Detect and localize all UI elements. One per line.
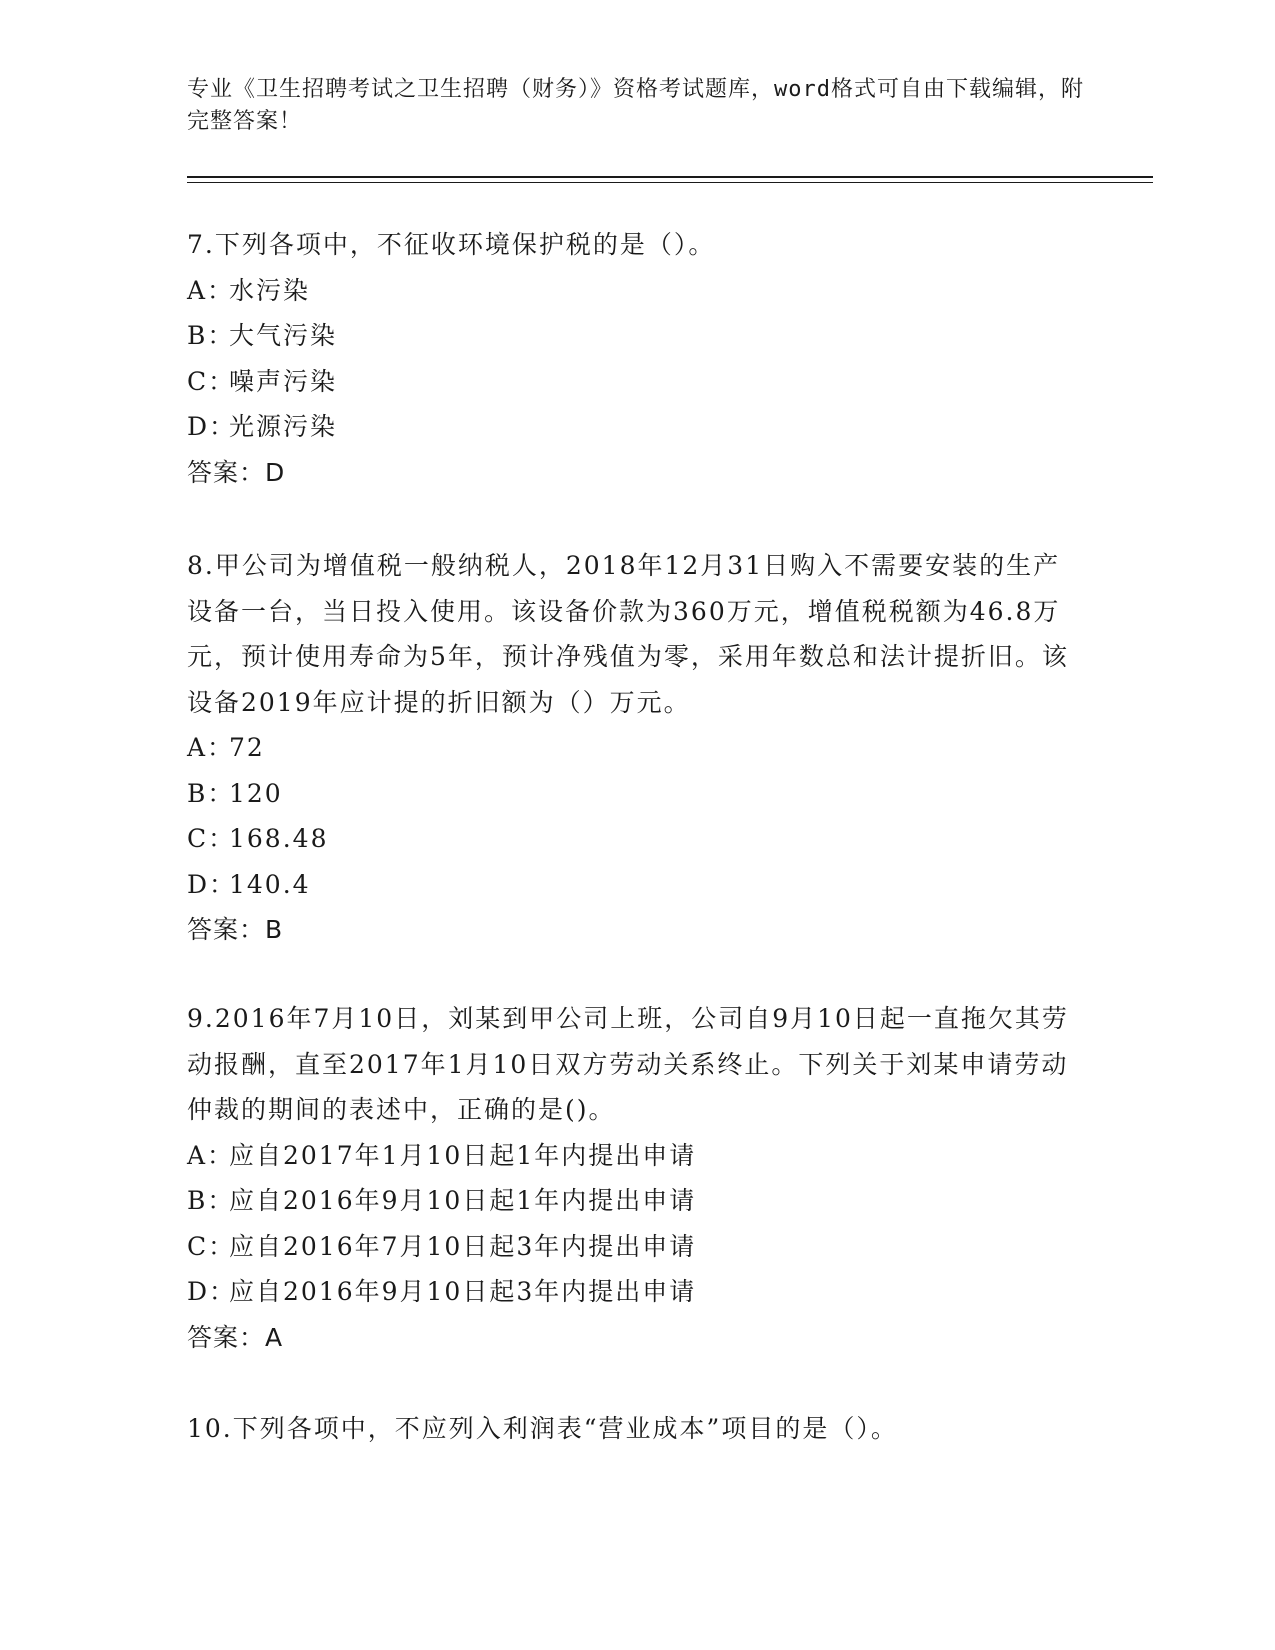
- option-a: A：72: [187, 733, 265, 762]
- answer: 答案：A: [187, 1322, 284, 1352]
- option-a: A：应自2017年1月10日起1年内提出申请: [187, 1140, 697, 1170]
- header-divider-thick: [187, 176, 1153, 178]
- answer: 答案：B: [187, 915, 284, 944]
- question-8: [187, 543, 1087, 953]
- option-b: B：应自2016年9月10日起1年内提出申请: [187, 1186, 697, 1215]
- option-d: D：光源污染: [187, 412, 338, 441]
- question-text: 10.下列各项中，不应列入利润表“营业成本”项目的是（）。: [187, 1414, 898, 1443]
- document-header: 专业《卫生招聘考试之卫生招聘（财务）》资格考试题库，word格式可自由下载编辑，附完整答案！: [187, 77, 1084, 134]
- answer: 答案：D: [187, 457, 286, 487]
- option-b: B：120: [187, 778, 283, 808]
- option-a: A：水污染: [187, 275, 311, 305]
- option-d: D：应自2016年9月10日起3年内提出申请: [187, 1277, 697, 1306]
- option-b: B：大气污染: [187, 321, 338, 350]
- option-c: C：噪声污染: [187, 366, 338, 396]
- question-text: 7.下列各项中，不征收环境保护税的是（）。: [187, 230, 716, 259]
- option-d: D：140.4: [187, 869, 311, 899]
- option-c: C：168.48: [187, 824, 329, 853]
- header-divider-thin: [187, 182, 1153, 183]
- question-9: [187, 996, 1087, 1360]
- question-7: [187, 222, 1087, 495]
- question-text: 9.2016年7月10日，刘某到甲公司上班，公司自9月10日起一直拖欠其劳动报酬，直至2017年1月10日双方劳动关系终止。下列关于刘某申请劳动仲裁的期间的表述中，正确的是()。: [187, 1004, 1069, 1124]
- option-c: C：应自2016年7月10日起3年内提出申请: [187, 1231, 697, 1261]
- question-10: [187, 1406, 1087, 1452]
- question-text: 8.甲公司为增值税一般纳税人，2018年12月31日购入不需要安装的生产设备一台，当日投入使用。该设备价款为360万元，增值税税额为46.8万元，预计使用寿命为5年，预计净残值为零，采用年数总和法计提折旧。该设备2019年应计提的折旧额为（）万元。: [187, 551, 1069, 717]
